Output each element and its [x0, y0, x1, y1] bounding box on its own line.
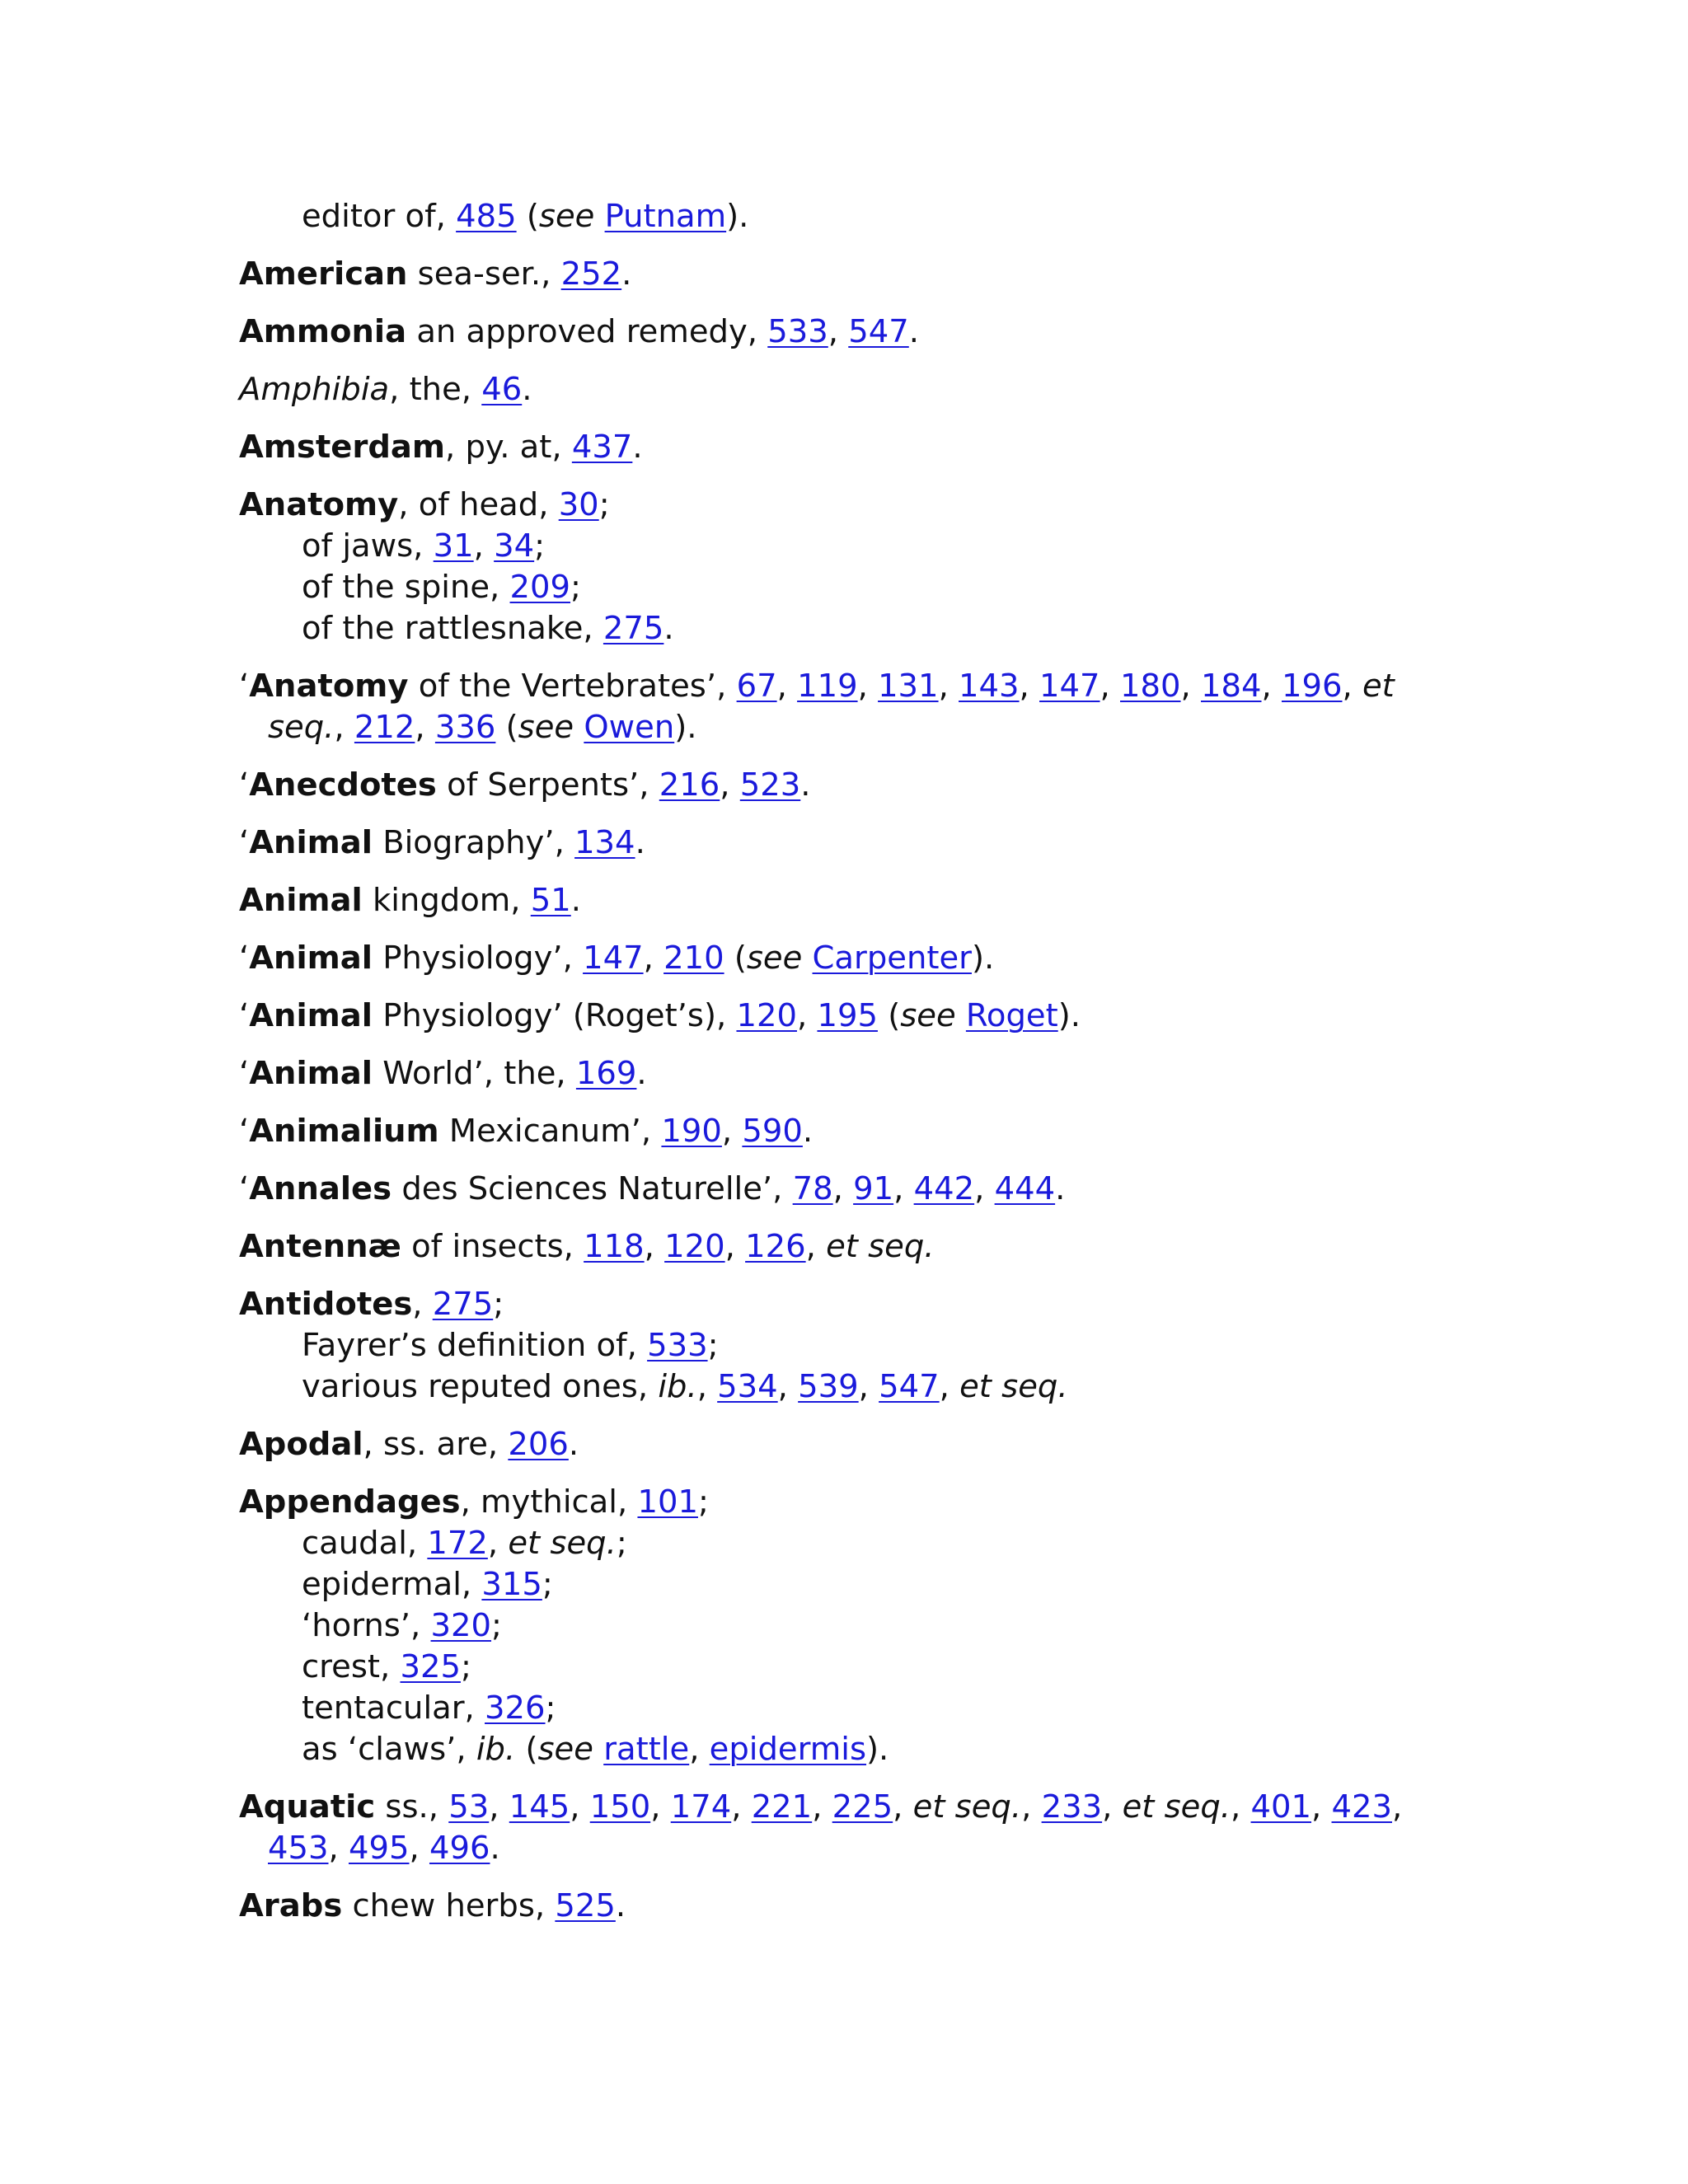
punct: ,: [939, 1368, 960, 1405]
subentry-various-reputed-ones: [239, 1366, 1475, 1408]
headword-italic: Amphibia: [239, 371, 390, 408]
entry-text: caudal,: [302, 1525, 428, 1562]
punct: ;: [616, 1525, 627, 1562]
punct: ,: [777, 1368, 799, 1405]
punct: ,: [412, 1286, 433, 1323]
entry-text: World’, the,: [372, 1055, 576, 1092]
page-link-169[interactable]: 169: [575, 1055, 637, 1092]
xref-link-roget[interactable]: Roget: [965, 997, 1058, 1034]
punct: .: [632, 429, 643, 466]
punct: .: [635, 824, 645, 861]
et-seq: et seq.: [959, 1368, 1068, 1405]
subentry-crest: [239, 1647, 1475, 1688]
page-link-496[interactable]: 496: [429, 1830, 490, 1867]
punct: ;: [570, 569, 582, 606]
page-link-118[interactable]: 118: [584, 1228, 645, 1265]
page-link-212[interactable]: 212: [354, 709, 415, 746]
punct: ,: [643, 940, 664, 977]
entry-text: various reputed ones,: [302, 1368, 659, 1405]
punct: ,: [644, 1228, 665, 1265]
page-link-485[interactable]: 485: [456, 198, 517, 235]
see-ref: see: [518, 709, 574, 746]
xref-link-putnam[interactable]: Putnam: [604, 198, 727, 235]
page-link-172[interactable]: 172: [427, 1525, 488, 1562]
subentry-epidermal: [239, 1564, 1475, 1605]
punct: ,: [828, 313, 849, 350]
entry-text: sea-ser.,: [407, 255, 561, 293]
page-link-590[interactable]: 590: [742, 1113, 803, 1150]
punct: ,: [938, 668, 959, 705]
punct: ;: [707, 1327, 719, 1364]
punct: [956, 997, 966, 1034]
index-entry-arabs: [239, 1886, 1475, 1927]
page-link-174[interactable]: 174: [670, 1788, 732, 1825]
page-link-533[interactable]: 533: [647, 1327, 708, 1364]
page-link-147[interactable]: 147: [583, 940, 644, 977]
page-link-131[interactable]: 131: [878, 668, 939, 705]
headword: Animal: [249, 997, 373, 1034]
entry-text: of the rattlesnake,: [302, 610, 603, 647]
index-entry-annales: [239, 1169, 1475, 1210]
quote-mark: ‘: [239, 1055, 250, 1092]
entry-text: Physiology’ (Roget’s),: [372, 997, 737, 1034]
entry-text: of insects,: [401, 1228, 584, 1265]
headword: Appendages: [239, 1483, 461, 1521]
quote-mark: ‘: [239, 766, 250, 804]
entry-text: of Serpents’,: [436, 766, 659, 804]
page-link-147[interactable]: 147: [1039, 668, 1100, 705]
punct: .: [636, 1055, 647, 1092]
punct: ,: [473, 527, 495, 565]
punct: ,: [724, 1228, 746, 1265]
punct: ;: [598, 486, 610, 523]
page-link-252[interactable]: 252: [560, 255, 622, 293]
subentry-horns: [239, 1605, 1475, 1647]
page-link-206[interactable]: 206: [508, 1426, 569, 1463]
index-entry-antennae: [239, 1226, 1475, 1268]
punct: ,: [489, 1788, 509, 1825]
entry-text: kingdom,: [362, 882, 531, 919]
punct: .: [663, 610, 674, 647]
subentry-tentacular: [239, 1688, 1475, 1729]
page-link-401[interactable]: 401: [1250, 1788, 1312, 1825]
quote-mark: ‘: [239, 668, 250, 705]
entry-main-line: [239, 485, 1475, 526]
xref-link-owen[interactable]: Owen: [584, 709, 675, 746]
index-entry-animal-kingdom: [239, 880, 1475, 921]
entry-text: des Sciences Naturelle’,: [392, 1170, 793, 1207]
page-link-442[interactable]: 442: [913, 1170, 975, 1207]
entry-text: , mythical,: [460, 1483, 638, 1521]
page-link-437[interactable]: 437: [571, 429, 633, 466]
page-link-423[interactable]: 423: [1331, 1788, 1392, 1825]
page-link-67[interactable]: 67: [736, 668, 777, 705]
page-link-275[interactable]: 275: [603, 610, 664, 647]
punct: ,: [415, 709, 435, 746]
et-seq: et seq.: [826, 1228, 935, 1265]
punct: [594, 198, 604, 235]
entry-main-line: [239, 1482, 1475, 1523]
headword: Arabs: [239, 1887, 343, 1924]
punct: .: [802, 1113, 814, 1150]
page-link-325[interactable]: 325: [400, 1648, 461, 1685]
punct: (: [495, 709, 518, 746]
headword: Animal: [249, 1055, 373, 1092]
punct: ,: [409, 1830, 429, 1867]
page-link-195[interactable]: 195: [817, 997, 878, 1034]
page-link-134[interactable]: 134: [574, 824, 635, 861]
page-link-30[interactable]: 30: [558, 486, 599, 523]
index-entry-editor-of: [239, 196, 1475, 237]
punct: ,: [1231, 1788, 1251, 1825]
punct: ,: [689, 1731, 710, 1768]
punct: ,: [720, 766, 740, 804]
page-link-275[interactable]: 275: [432, 1286, 494, 1323]
page-link-525[interactable]: 525: [555, 1887, 616, 1924]
page-link-126[interactable]: 126: [745, 1228, 806, 1265]
punct: ).: [1057, 997, 1081, 1034]
see-ref: see: [537, 1731, 593, 1768]
punct: ;: [460, 1648, 471, 1685]
page-link-315[interactable]: 315: [481, 1566, 542, 1603]
headword: Ammonia: [239, 313, 407, 350]
index-entry-anecdotes: [239, 765, 1475, 806]
entry-text: of the Vertebrates’,: [408, 668, 737, 705]
index-entry-anatomy-of-the-vertebrates: [239, 666, 1475, 748]
et-seq: et seq.: [508, 1525, 617, 1562]
punct: ;: [545, 1690, 556, 1727]
index-entry-aquatic: [239, 1787, 1475, 1869]
page-link-101[interactable]: 101: [637, 1483, 698, 1521]
index-entry-amsterdam: [239, 427, 1475, 468]
punct: .: [800, 766, 811, 804]
punct: ).: [866, 1731, 889, 1768]
punct: ,: [328, 1830, 349, 1867]
punct: .: [908, 313, 919, 350]
page-link-145[interactable]: 145: [509, 1788, 570, 1825]
page-link-143[interactable]: 143: [959, 668, 1020, 705]
entry-text: Fayrer’s definition of,: [302, 1327, 648, 1364]
headword: Animal: [239, 882, 363, 919]
page-link-119[interactable]: 119: [797, 668, 858, 705]
quote-mark: ‘: [239, 940, 250, 977]
page-link-31[interactable]: 31: [433, 527, 474, 565]
punct: ;: [493, 1286, 504, 1323]
page-link-120[interactable]: 120: [736, 997, 797, 1034]
page-link-523[interactable]: 523: [739, 766, 801, 804]
punct: ,: [832, 1170, 854, 1207]
page-link-46[interactable]: 46: [481, 371, 523, 408]
index-entry-animal-physiology: [239, 938, 1475, 979]
index-entry-antidotes: [239, 1284, 1475, 1408]
punct: ;: [534, 527, 546, 565]
page-link-53[interactable]: 53: [448, 1788, 490, 1825]
headword: Antidotes: [239, 1286, 413, 1323]
subentry-as-claws: [239, 1729, 1475, 1770]
index-entry-apodal: [239, 1424, 1475, 1465]
index-entry-amphibia: [239, 369, 1475, 410]
see-ref: see: [538, 198, 595, 235]
punct: (: [515, 1731, 538, 1768]
page-link-233[interactable]: 233: [1041, 1788, 1103, 1825]
punct: ,: [858, 1368, 879, 1405]
et-seq: et seq.: [268, 668, 1395, 746]
punct: ,: [776, 668, 798, 705]
punct: ,: [1019, 668, 1040, 705]
entry-text: , of head,: [398, 486, 559, 523]
punct: [802, 940, 812, 977]
entry-text: tentacular,: [302, 1690, 485, 1727]
punct: ;: [697, 1483, 709, 1521]
punct: .: [490, 1830, 500, 1867]
headword: Apodal: [239, 1426, 363, 1463]
punct: [574, 709, 584, 746]
punct: .: [568, 1426, 579, 1463]
entry-text: crest,: [302, 1648, 401, 1685]
punct: ).: [674, 709, 697, 746]
page-link-180[interactable]: 180: [1120, 668, 1181, 705]
punct: ,: [857, 668, 879, 705]
index-entry-animal-world: [239, 1053, 1475, 1094]
punct: ,: [1342, 668, 1362, 705]
page-link-91[interactable]: 91: [853, 1170, 894, 1207]
et-seq: et seq.: [912, 1788, 1022, 1825]
page-link-34[interactable]: 34: [494, 527, 535, 565]
page-link-534[interactable]: 534: [717, 1368, 778, 1405]
entry-text: of jaws,: [302, 527, 434, 565]
ibid: ib.: [476, 1731, 516, 1768]
punct: ,: [1102, 1788, 1123, 1825]
page-link-190[interactable]: 190: [661, 1113, 722, 1150]
page-link-150[interactable]: 150: [589, 1788, 651, 1825]
entry-text: , the,: [389, 371, 482, 408]
punct: ,: [1392, 1788, 1403, 1825]
punct: ,: [650, 1788, 671, 1825]
punct: ,: [1311, 1788, 1332, 1825]
page-link-336[interactable]: 336: [434, 709, 496, 746]
punct: ;: [542, 1566, 553, 1603]
et-seq: et seq.: [1122, 1788, 1231, 1825]
punct: .: [1055, 1170, 1066, 1207]
index-entry-animal-biography: [239, 823, 1475, 864]
headword: Animal: [249, 940, 373, 977]
punct: .: [615, 1887, 626, 1924]
punct: ,: [812, 1788, 832, 1825]
page-link-196[interactable]: 196: [1281, 668, 1343, 705]
headword: Anatomy: [249, 668, 409, 705]
punct: ,: [1100, 668, 1121, 705]
punct: (: [724, 940, 747, 977]
entry-text: ‘horns’,: [302, 1607, 431, 1644]
see-ref: see: [900, 997, 956, 1034]
entry-text: Mexicanum’,: [438, 1113, 662, 1150]
headword: Animalium: [249, 1113, 439, 1150]
index-entry-american: [239, 254, 1475, 295]
page-link-547[interactable]: 547: [879, 1368, 940, 1405]
punct: .: [621, 255, 632, 293]
punct: ).: [726, 198, 749, 235]
page-link-326[interactable]: 326: [485, 1690, 546, 1727]
entry-text: Physiology’,: [372, 940, 584, 977]
index-entry-animalium-mexicanum: [239, 1111, 1475, 1152]
punct: ,: [731, 1788, 752, 1825]
headword: Aquatic: [239, 1788, 376, 1825]
entry-text: , ss. are,: [363, 1426, 509, 1463]
punct: ,: [974, 1170, 995, 1207]
quote-mark: ‘: [239, 824, 250, 861]
page-link-444[interactable]: 444: [994, 1170, 1056, 1207]
page-link-225[interactable]: 225: [832, 1788, 893, 1825]
page-link-495[interactable]: 495: [348, 1830, 410, 1867]
subentry-of-the-spine: [239, 567, 1475, 608]
entry-text: Biography’,: [372, 824, 575, 861]
index-entry-ammonia: [239, 312, 1475, 353]
page-link-184[interactable]: 184: [1201, 668, 1262, 705]
page-link-533[interactable]: 533: [767, 313, 828, 350]
headword: Antennæ: [239, 1228, 401, 1265]
page-link-51[interactable]: 51: [530, 882, 571, 919]
headword: Anatomy: [239, 486, 399, 523]
punct: ,: [1261, 668, 1282, 705]
page-link-120[interactable]: 120: [664, 1228, 725, 1265]
punct: ;: [491, 1607, 503, 1644]
page-link-539[interactable]: 539: [798, 1368, 859, 1405]
quote-mark: ‘: [239, 997, 250, 1034]
entry-text: an approved remedy,: [406, 313, 768, 350]
xref-link-carpenter[interactable]: Carpenter: [812, 940, 972, 977]
page-link-216[interactable]: 216: [659, 766, 720, 804]
entry-text: of the spine,: [302, 569, 510, 606]
punct: (: [877, 997, 901, 1034]
punct: ,: [334, 709, 354, 746]
page-link-453[interactable]: 453: [268, 1830, 329, 1867]
punct: ,: [805, 1228, 827, 1265]
quote-mark: ‘: [239, 1170, 250, 1207]
entry-text: chew herbs,: [342, 1887, 556, 1924]
page-link-210[interactable]: 210: [663, 940, 724, 977]
punct: .: [522, 371, 532, 408]
punct: ).: [971, 940, 995, 977]
quote-mark: ‘: [239, 1113, 250, 1150]
punct: ,: [696, 1368, 718, 1405]
entry-text: ss.,: [375, 1788, 449, 1825]
page-link-78[interactable]: 78: [792, 1170, 833, 1207]
subentry-of-jaws: [239, 526, 1475, 567]
subentry-of-the-rattlesnake: [239, 608, 1475, 649]
index-entry-appendages: [239, 1482, 1475, 1770]
page-link-547[interactable]: 547: [848, 313, 909, 350]
see-ref: see: [746, 940, 803, 977]
headword: Animal: [249, 824, 373, 861]
punct: ,: [487, 1525, 509, 1562]
index-entry-anatomy: [239, 485, 1475, 649]
punct: ,: [893, 1170, 914, 1207]
ibid: ib.: [658, 1368, 697, 1405]
xref-link-rattle[interactable]: rattle: [603, 1731, 690, 1768]
subentry-caudal: [239, 1523, 1475, 1564]
page-link-320[interactable]: 320: [430, 1607, 492, 1644]
xref-link-epidermis[interactable]: epidermis: [709, 1731, 867, 1768]
headword: American: [239, 255, 408, 293]
entry-text: , py. at,: [445, 429, 572, 466]
entry-main-line: [239, 1284, 1475, 1325]
headword: Annales: [249, 1170, 392, 1207]
punct: ,: [893, 1788, 913, 1825]
subentry-fayrers-definition: [239, 1325, 1475, 1366]
punct: ,: [1180, 668, 1201, 705]
punct: ,: [570, 1788, 590, 1825]
index-entry-animal-physiology-rogets: [239, 996, 1475, 1037]
page-link-209[interactable]: 209: [509, 569, 571, 606]
punct: (: [516, 198, 539, 235]
headword: Anecdotes: [249, 766, 437, 804]
entry-text: epidermal,: [302, 1566, 482, 1603]
headword: Amsterdam: [239, 429, 445, 466]
punct: [593, 1731, 603, 1768]
entry-text: as ‘claws’,: [302, 1731, 476, 1768]
index-page: [239, 196, 1475, 1943]
page-link-221[interactable]: 221: [751, 1788, 813, 1825]
punct: ,: [1021, 1788, 1042, 1825]
entry-text: editor of,: [302, 198, 457, 235]
punct: ,: [796, 997, 818, 1034]
punct: .: [570, 882, 581, 919]
punct: ,: [721, 1113, 743, 1150]
